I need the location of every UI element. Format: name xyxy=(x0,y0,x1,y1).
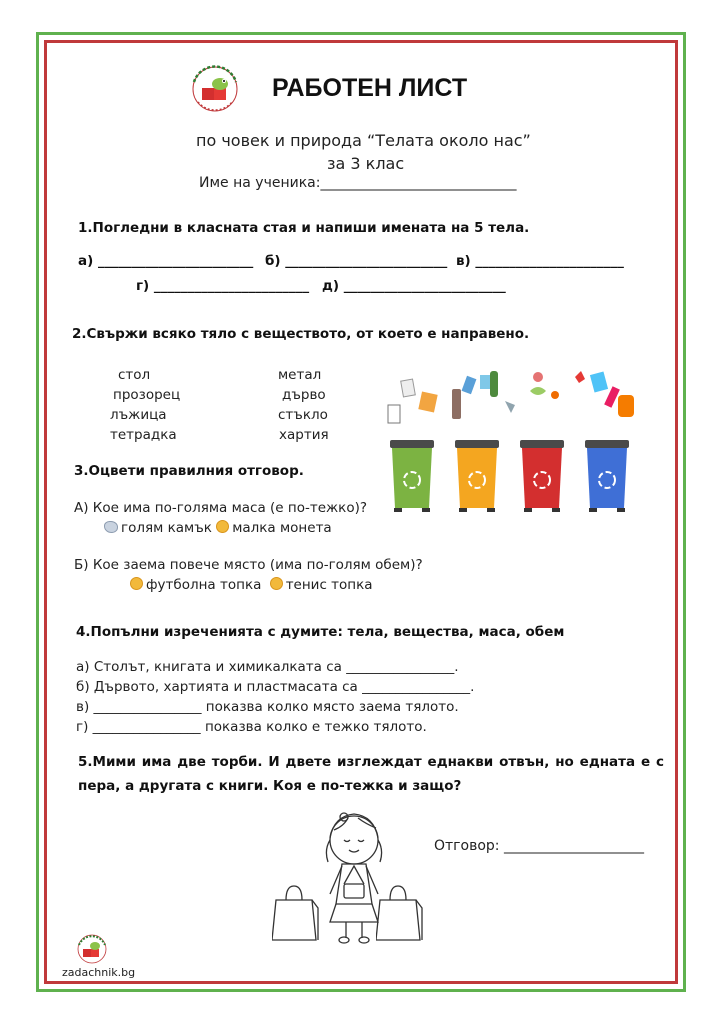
fill-sentence[interactable]: г) ________________ показва колко е тежко тялото. xyxy=(76,719,427,735)
option-tennis-ball[interactable]: тенис топка xyxy=(285,577,373,593)
question-3a-options xyxy=(104,520,332,536)
logo-icon xyxy=(70,930,114,968)
coin-icon xyxy=(216,520,229,533)
logo-icon xyxy=(180,58,250,120)
question-5-prompt: 5.Мими има две торби. И двете изглеждат еднакви отвън, но едната е с пера, а другата с книги. Коя е по-тежка и защо? xyxy=(78,754,664,794)
answer-line-b[interactable]: б) ________________________ xyxy=(265,253,448,269)
footer-site[interactable]: zadachnik.bg xyxy=(62,966,136,979)
fill-sentence[interactable]: в) ________________ показва колко място заема тялото. xyxy=(76,699,459,715)
coin-icon xyxy=(270,577,283,590)
answer-line-v[interactable]: в) ______________________ xyxy=(456,253,624,269)
object-item[interactable]: тетрадка xyxy=(110,427,177,443)
option-big-rock[interactable]: голям камък xyxy=(121,520,212,536)
page-title: РАБОТЕН ЛИСТ xyxy=(272,74,468,102)
recycle-bins-icon xyxy=(380,365,650,515)
answer-line-a[interactable]: а) _______________________ xyxy=(78,253,254,269)
student-name-field[interactable]: Име на ученика:____________________________ xyxy=(199,175,517,191)
question-3b-options xyxy=(130,577,373,593)
question-4-prompt: 4.Попълни изреченията с думите: тела, вещества, маса, обем xyxy=(76,624,565,640)
question-3a-text: А) Кое има по-голяма маса (е по-тежко)? xyxy=(74,500,368,516)
fill-sentence[interactable]: а) Столът, книгата и химикалката са ________________. xyxy=(76,659,459,675)
shopping-bag-icon xyxy=(376,884,424,942)
object-item[interactable]: лъжица xyxy=(110,407,167,423)
page-subtitle: по човек и природа “Телата около нас” xyxy=(196,131,531,150)
answer-field[interactable]: Отговор: ____________________ xyxy=(434,838,644,854)
material-item[interactable]: стъкло xyxy=(278,407,328,423)
answer-line-d[interactable]: д) ________________________ xyxy=(322,278,506,294)
grade-label: за 3 клас xyxy=(327,154,405,173)
question-3-prompt: 3.Оцвети правилния отговор. xyxy=(74,463,304,479)
object-item[interactable]: стол xyxy=(118,367,151,383)
material-item[interactable]: хартия xyxy=(279,427,329,443)
answer-line-g[interactable]: г) _______________________ xyxy=(136,278,310,294)
shopping-bag-icon xyxy=(272,884,320,942)
question-1-prompt: 1.Погледни в класната стая и напиши имената на 5 тела. xyxy=(78,220,530,236)
object-item[interactable]: прозорец xyxy=(113,387,181,403)
question-2-prompt: 2.Свържи всяко тяло с веществото, от което е направено. xyxy=(72,326,530,342)
rock-icon xyxy=(104,521,118,533)
material-item[interactable]: метал xyxy=(278,367,322,383)
material-item[interactable]: дърво xyxy=(282,387,326,403)
option-football[interactable]: футболна топка xyxy=(146,577,262,593)
fill-sentence[interactable]: б) Дървото, хартията и пластмасата са ________________. xyxy=(76,679,475,695)
option-small-coin[interactable]: малка монета xyxy=(232,520,332,536)
question-3b-text: Б) Кое заема повече място (има по-голям обем)? xyxy=(74,557,423,573)
coin-icon xyxy=(130,577,143,590)
